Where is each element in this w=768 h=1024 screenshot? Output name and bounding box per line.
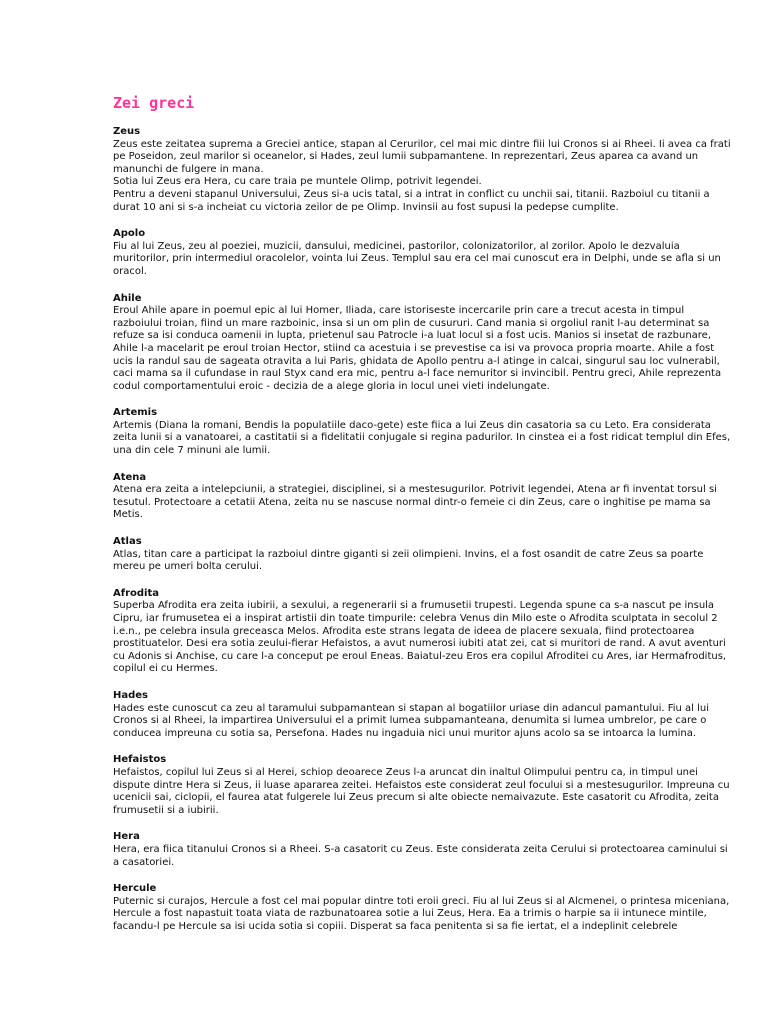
section-heading: Atena xyxy=(113,471,147,483)
section-paragraph: Hades este cunoscut ca zeu al taramului subpamantean si stapan al bogatiilor uriase din adancul pamantului. Fiu al lui Cronos si al Rheei, la impartirea Universului el a primit lumea subpamanteana, denumita si lumea umbrelor, pe care o conducea impreuna cu sotia sa, Persefona. Hades nu ingaduia nici unui muritor ajuns acolo sa se intoarca la lumina. xyxy=(113,702,710,739)
section-paragraph: Zeus este zeitatea suprema a Greciei antice, stapan al Cerurilor, cel mai mic dintre fiii lui Cronos si ai Rheei. Ii avea ca frati pe Poseidon, zeul marilor si oceanelor, si Hades, zeul lumii subpamantene. In reprezentari, Zeus aparea ca avand un manunchi de fulgere in mana. xyxy=(113,138,731,175)
section-heading: Artemis xyxy=(113,407,158,419)
section-paragraph: Pentru a deveni stapanul Universului, Zeus si-a ucis tatal, si a intrat in conflict cu unchii sai, titanii. Razboiul cu titanii a durat 10 ani si s-a incheiat cu victoria zeilor de pe Olimp. Invinsii au fost supusi la pedepse cumplite. xyxy=(113,188,710,213)
section-paragraph: Superba Afrodita era zeita iubirii, a sexului, a regenerarii si a frumusetii trupesti. Legenda spune ca s-a nascut pe insula Cipru, iar frumusetea ei a inspirat artistii din toate timpurile: celebra Venus din Milo este o Afrodita sculptata in secolul 2 i.e.n., pe celebra insula greceasca Melos. Afrodita este strans legata de ideea de placere sexuala, fiind protectoarea prostituatelor. Desi era sotia zeului-fierar Hefaistos, a avut numerosi iubiti atat zei, cat si muritori de rand. A avut aventuri cu Adonis si Anchise, cu care l-a conceput pe eroul Eneas. Baiatul-zeu Eros era copilul Afroditei cu Ares, iar Hermafroditus, copilul ei cu Hermes. xyxy=(113,600,727,675)
document-body xyxy=(113,126,735,947)
section-atena xyxy=(113,472,735,522)
section-heading: Afrodita xyxy=(113,587,160,599)
section-heading: Apolo xyxy=(113,228,146,240)
section-heading: Atlas xyxy=(113,536,142,548)
section-paragraph: Fiu al lui Zeus, zeu al poeziei, muzicii, dansului, medicinei, pastorilor, colonizatorilor, al zorilor. Apolo le dezvaluia muritorilor, prin intermediul oracolelor, vointa lui Zeus. Templul sau era cel mai cunoscut era in Delphi, unde se afla si un oracol. xyxy=(113,240,721,277)
section-paragraph: Artemis (Diana la romani, Bendis la populatiile daco-gete) este fiica a lui Zeus din casatoria sa cu Leto. Era considerata zeita lunii si a vanatoarei, a castitatii si a fidelitatii conjugale si regina padurilor. In cinstea ei a fost ridicat templul din Efes, una din cele 7 minuni ale lumii. xyxy=(113,419,731,457)
section-hera xyxy=(113,831,735,869)
section-paragraph: Puternic si curajos, Hercule a fost cel mai popular dintre toti eroii greci. Fiu al lui Zeus si al Alcmenei, o printesa miceniana, Hercule a fost napastuit toata viata de razbunatoarea sotie a lui Zeus, Hera. Ea a trimis o harpie sa ii intunece mintile, facandu-l pe Hercule sa isi ucida sotia si copiii. Disperat sa faca penitenta si sa fie iertat, el a indeplinit celebrele xyxy=(113,895,730,932)
section-paragraph: Hefaistos, copilul lui Zeus si al Herei, schiop deoarece Zeus l-a aruncat din inaltul Olimpului pentru ca, in timpul unei dispute dintre Hera si Zeus, ii luase apararea zeitei. Hefaistos este considerat zeul focului si a mestesugurilor. Impreuna cu ucenicii sai, ciclopii, el faurea atat fulgerele lui Zeus precum si alte obiecte nemaivazute. Este casatorit cu Afrodita, zeita frumusetii si a iubirii. xyxy=(113,766,730,816)
document-title: Zei greci xyxy=(113,94,195,112)
section-afrodita xyxy=(113,588,735,676)
section-paragraph: Eroul Ahile apare in poemul epic al lui Homer, Iliada, care istoriseste incercarile prin care a trecut acesta in timpul razboiului troian, fiind un mare razboinic, insa si un om plin de cusururi. Cand mania si orgoliul ranit l-au determinat sa refuze sa isi conduca oamenii in lupta, prietenul sau Patrocle i-a luat locul si a fost ucis. Manios si insetat de razbunare, Ahile l-a macelarit pe eroul troian Hector, stiind ca acestuia i se prevestise ca isi va provoca propria moarte. Ahile a fost ucis la randul sau de sageata otravita a lui Paris, ghidata de Apollo pentru a-l atinge in calcai, singurul sau loc vulnerabil, caci mama sa il cufundase in raul Styx cand era mic, pentru a-l face nemuritor si invincibil. Pentru greci, Ahile reprezenta codul comportamentului eroic - decizia de a alege gloria in locul unei vieti indelungate. xyxy=(113,305,722,392)
section-hades xyxy=(113,690,735,740)
section-zeus xyxy=(113,126,735,214)
section-apolo xyxy=(113,228,735,278)
section-heading: Hera xyxy=(113,831,140,843)
section-atlas xyxy=(113,536,735,574)
section-heading: Hades xyxy=(113,689,149,701)
section-heading: Hercule xyxy=(113,883,157,895)
section-paragraph: Hera, era fiica titanului Cronos si a Rheei. S-a casatorit cu Zeus. Este considerata zeita Cerului si protectoarea caminului si a casatoriei. xyxy=(113,843,728,868)
section-paragraph: Atlas, titan care a participat la razboiul dintre giganti si zeii olimpieni. Invins, el a fost osandit de catre Zeus sa poarte mereu pe umeri bolta cerului. xyxy=(113,548,704,573)
section-ahile xyxy=(113,293,735,394)
section-hefaistos xyxy=(113,754,735,817)
section-paragraph: Atena era zeita a intelepciunii, a strategiei, disciplinei, si a mestesugurilor. Potrivit legendei, Atena ar fi inventat torsul si tesutul. Protectoare a cetatii Atena, zeita nu se nascuse normal dintr-o femeie ci din Zeus, care o inghitise pe mama sa Metis. xyxy=(113,484,717,521)
section-heading: Hefaistos xyxy=(113,754,167,766)
section-hercule xyxy=(113,883,735,933)
section-paragraph: Sotia lui Zeus era Hera, cu care traia pe muntele Olimp, potrivit legendei. xyxy=(113,176,482,188)
section-heading: Zeus xyxy=(113,126,141,137)
section-heading: Ahile xyxy=(113,292,142,304)
section-artemis xyxy=(113,407,735,457)
